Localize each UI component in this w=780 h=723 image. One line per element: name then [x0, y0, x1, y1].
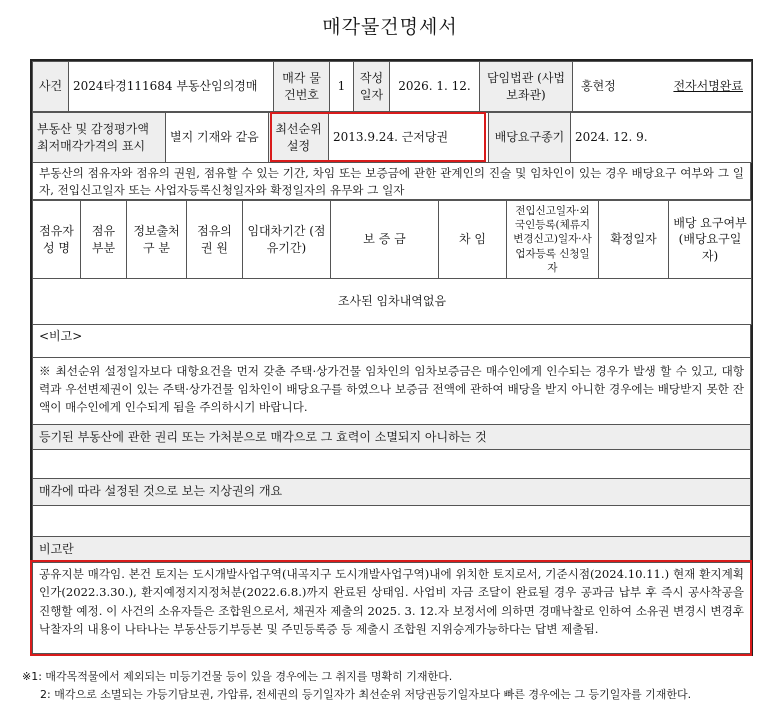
rights-section-body — [32, 450, 751, 479]
case-label: 사건 — [33, 62, 69, 112]
col-source: 정보출처 구 분 — [127, 201, 187, 279]
col-part: 점유 부분 — [81, 201, 127, 279]
item-no-value: 1 — [330, 62, 354, 112]
col-period: 임대차기간 (점유기간) — [243, 201, 331, 279]
footnote-1: ※1: 매각목적물에서 제외되는 미등기건물 등이 있을 경우에는 그 취지를 명확히 기재한다. — [22, 670, 453, 683]
col-rent: 차 임 — [439, 201, 507, 279]
priority-value: 2013.9.24. 근저당권 — [329, 113, 489, 163]
judge-label: 담임법관 (사법보좌관) — [480, 62, 573, 112]
page-title: 매각물건명세서 — [322, 16, 458, 38]
notes-text: 공유지분 매각임. 본건 토지는 도시개발사업구역(내곡지구 도시개발사업구역)내에 위치한 토지로서, 기준시점(2024.10.11.) 현재 환지계획인가(2022.3.30.), 환지예정지지정처분(2022.6.8.)까지 완료된 상태임. 사업비 자금 조달이 완료될 경우 공과금 납부 후 즉시 공사착공을 진행할 예정. 이 사건의 소유자들은 조합원으로서, 채권자 제출의 2025. 3. 12.자 보정서에 의하면 경매낙찰로 인하여 소유권 변경시 변경후 낙찰자의 내용이 나타나는 부동산등기부등본 및 주민등록증 등 제출시 조합원 지위승계가능하다는 답변 제출됨. — [32, 563, 751, 654]
item-no-label: 매각 물건번호 — [274, 62, 330, 112]
case-value: 2024타경111684 부동산임의경매 — [69, 62, 274, 112]
priority-notice: ※ 최선순위 설정일자보다 대항요건을 먼저 갖춘 주택·상가건물 임차인의 임차보증금은 매수인에게 인수되는 경우가 발생 할 수 있고, 대항력과 우선변제권이 있는 주택·상가건물 임차인이 배당요구를 하였으나 보증금 전액에 관하여 배당을 받지 아니한 경우에는 배당받지 못한 잔액이 매수인에게 인수되게 됨을 주의하시기 바랍니다. — [32, 358, 751, 425]
remarks-label: <비고> — [32, 325, 751, 358]
written-date-label: 작성 일자 — [354, 62, 390, 112]
judge-value: 홍현정 — [581, 79, 616, 94]
surface-section-body — [32, 506, 751, 537]
priority-highlight-box — [270, 112, 486, 162]
rights-section-header: 등기된 부동산에 관한 권리 또는 가처분으로 매각으로 그 효력이 소멸되지 아니하는 것 — [32, 425, 751, 450]
col-deposit: 보 증 금 — [331, 201, 439, 279]
signature-text: 전자서명완료 — [673, 79, 743, 94]
col-title: 점유의 권 원 — [187, 201, 243, 279]
col-fixed-date: 확정일자 — [599, 201, 669, 279]
judge-cell — [573, 62, 752, 112]
valuation-value: 별지 기재와 같음 — [166, 113, 269, 163]
occupancy-description: 부동산의 점유자와 점유의 권원, 점유할 수 있는 기간, 차임 또는 보증금에 관한 관계인의 진술 및 임차인이 있는 경우 배당요구 여부와 그 일자, 전입신고일자 또는 사업자등록신청일자와 확정일자의 유무와 그 일자 — [32, 163, 751, 200]
notes-highlight-box — [30, 560, 752, 656]
written-date-value: 2026. 1. 12. — [390, 62, 480, 112]
deadline-value: 2024. 12. 9. — [571, 113, 752, 163]
lease-table — [32, 200, 752, 325]
notes-section-header: 비고란 — [32, 537, 751, 563]
col-dividend: 배당 요구여부 (배당요구일자) — [669, 201, 752, 279]
col-occupant: 점유자 성 명 — [33, 201, 81, 279]
surface-section-header: 매각에 따라 설정된 것으로 보는 지상권의 개요 — [32, 479, 751, 506]
footnote-2: 2: 매각으로 소멸되는 가등기담보권, 가압류, 전세권의 등기일자가 최선순위 저당권등기일자보다 빠른 경우에는 그 등기일자를 기재한다. — [40, 688, 692, 701]
case-info-table — [32, 61, 752, 112]
deadline-label: 배당요구종기 — [489, 113, 571, 163]
no-lease-text: 조사된 임차내역없음 — [33, 279, 752, 325]
valuation-label: 부동산 및 감정평가액 최저매각가격의 표시 — [33, 113, 166, 163]
col-registration-date: 전입신고일자·외국인등록(체류지변경신고)일자·사업자등록 신청일자 — [507, 201, 599, 279]
priority-label: 최선순위 설정 — [269, 113, 329, 163]
